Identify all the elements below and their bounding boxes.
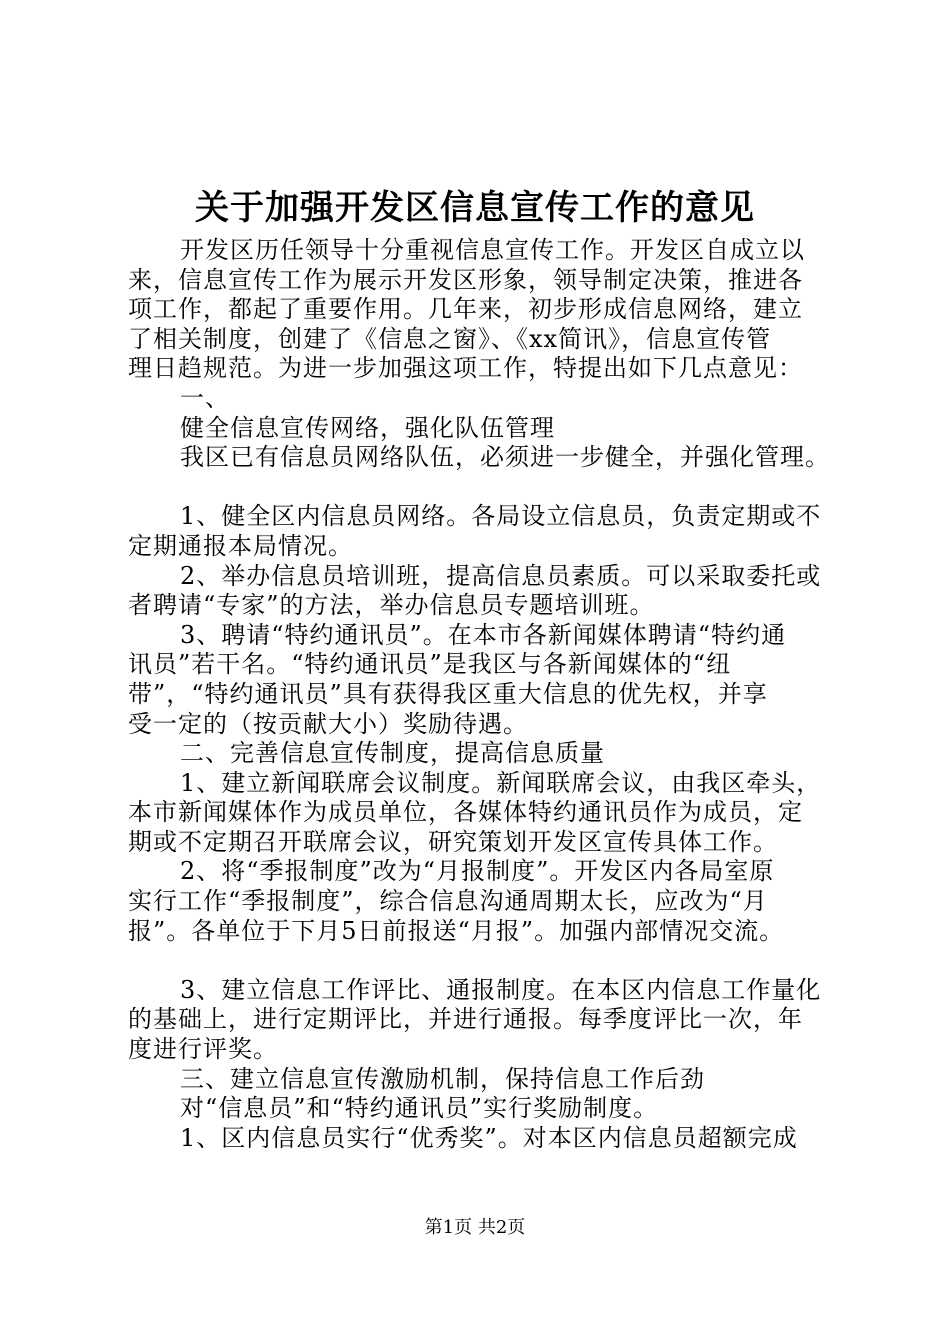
paragraph-line: 本市新闻媒体作为成员单位，各媒体特约通讯员作为成员，定 bbox=[128, 798, 803, 827]
paragraph-line: 我区已有信息员网络队伍，必须进一步健全，并强化管理。 bbox=[180, 443, 830, 472]
paragraph-line: 项工作，都起了重要作用。几年来，初步形成信息网络，建立 bbox=[128, 295, 803, 324]
paragraph-line: 定期通报本局情况。 bbox=[128, 531, 353, 560]
blank-line bbox=[128, 473, 838, 503]
paragraph-line: 1、建立新闻联席会议制度。新闻联席会议，由我区牵头， bbox=[180, 768, 822, 797]
paragraph-line: 2、举办信息员培训班，提高信息员素质。可以采取委托或 bbox=[180, 561, 822, 590]
paragraph-line: 受一定的（按贡献大小）奖励待遇。 bbox=[128, 709, 528, 738]
paragraph-line: 带”，“特约通讯员”具有获得我区重大信息的优先权，并享 bbox=[128, 679, 768, 708]
paragraph-line: 的基础上，进行定期评比，并进行通报。每季度评比一次，年 bbox=[128, 1005, 803, 1034]
document-body bbox=[128, 236, 838, 1153]
blank-line bbox=[128, 946, 838, 976]
paragraph-line: 度进行评奖。 bbox=[128, 1035, 278, 1064]
paragraph-line: 1、健全区内信息员网络。各局设立信息员，负责定期或不 bbox=[180, 502, 822, 531]
paragraph-line: 者聘请“专家”的方法，举办信息员专题培训班。 bbox=[128, 591, 655, 620]
paragraph-line: 开发区历任领导十分重视信息宣传工作。开发区自成立以 bbox=[180, 236, 805, 264]
paragraph-line: 3、聘请“特约通讯员”。在本市各新闻媒体聘请“特约通 bbox=[180, 620, 787, 649]
paragraph-line: 对“信息员”和“特约通讯员”实行奖励制度。 bbox=[180, 1094, 659, 1123]
section-heading: 健全信息宣传网络，强化队伍管理 bbox=[180, 413, 555, 442]
paragraph-line: 了相关制度，创建了《信息之窗》、《xx简讯》，信息宣传管 bbox=[128, 324, 772, 353]
document-title: 关于加强开发区信息宣传工作的意见 bbox=[195, 188, 755, 228]
page-footer: 第1页 共2页 bbox=[424, 1217, 526, 1238]
paragraph-line: 2、将“季报制度”改为“月报制度”。开发区内各局室原 bbox=[180, 857, 775, 886]
paragraph-line: 1、区内信息员实行“优秀奖”。对本区内信息员超额完成 bbox=[180, 1123, 798, 1152]
paragraph-line: 理日趋规范。为进一步加强这项工作，特提出如下几点意见： bbox=[128, 354, 803, 383]
paragraph-line: 3、建立信息工作评比、通报制度。在本区内信息工作量化 bbox=[180, 975, 822, 1004]
paragraph-line: 实行工作“季报制度”，综合信息沟通周期太长，应改为“月 bbox=[128, 887, 768, 916]
paragraph-line: 讯员”若干名。“特约通讯员”是我区与各新闻媒体的“纽 bbox=[128, 650, 732, 679]
section-heading: 三、建立信息宣传激励机制，保持信息工作后劲 bbox=[180, 1064, 705, 1093]
section-heading: 二、完善信息宣传制度，提高信息质量 bbox=[180, 739, 605, 768]
section-heading: 一、 bbox=[180, 383, 230, 412]
paragraph-line: 期或不定期召开联席会议，研究策划开发区宣传具体工作。 bbox=[128, 827, 778, 856]
paragraph-line: 报”。各单位于下月5日前报送“月报”。加强内部情况交流。 bbox=[128, 916, 785, 945]
paragraph-line: 来，信息宣传工作为展示开发区形象，领导制定决策，推进各 bbox=[128, 265, 803, 294]
